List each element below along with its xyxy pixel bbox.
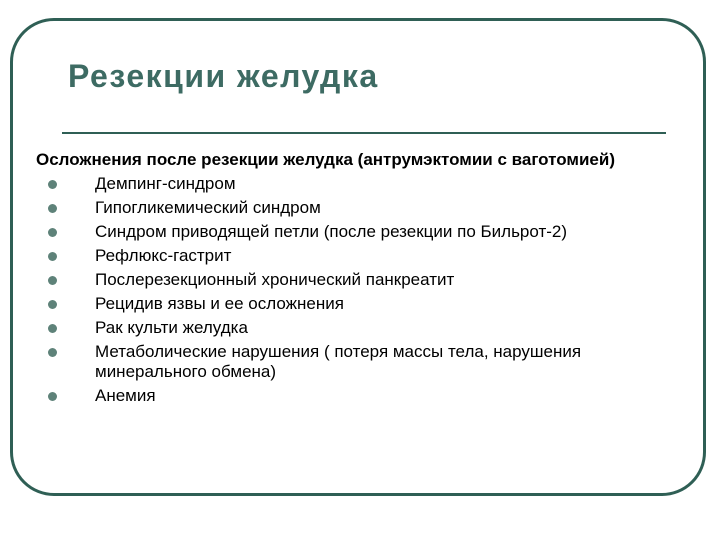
list-item-text: Анемия <box>95 386 156 405</box>
list-item <box>36 294 686 314</box>
list-item <box>36 318 686 338</box>
list-item-text: Рефлюкс-гастрит <box>95 246 232 265</box>
list-item-text: Послерезекционный хронический панкреатит <box>95 270 455 289</box>
list-item <box>36 342 686 382</box>
list-item-text: Рак культи желудка <box>95 318 248 337</box>
list-item <box>36 386 686 406</box>
list-item <box>36 174 686 194</box>
list-item <box>36 246 686 266</box>
list-item <box>36 270 686 290</box>
complications-list <box>36 174 686 406</box>
list-item <box>36 222 686 242</box>
list-item-text: Синдром приводящей петли (после резекции по Бильрот-2) <box>95 222 568 241</box>
list-item-text: Гипогликемический синдром <box>95 198 321 217</box>
bullet-icon <box>48 204 57 213</box>
bullet-icon <box>48 348 57 357</box>
bullet-icon <box>48 300 57 309</box>
slide-content <box>36 150 686 410</box>
bullet-icon <box>48 324 57 333</box>
title-divider <box>62 132 666 134</box>
bullet-icon <box>48 392 57 401</box>
list-item-text: Демпинг-синдром <box>95 174 236 193</box>
complications-heading: Осложнения после резекции желудка (антрумэктомии с ваготомией) <box>36 150 615 169</box>
list-item <box>36 198 686 218</box>
bullet-icon <box>48 252 57 261</box>
slide-title: Резекции желудка <box>68 58 379 94</box>
bullet-icon <box>48 228 57 237</box>
bullet-icon <box>48 180 57 189</box>
bullet-icon <box>48 276 57 285</box>
list-item-text: Рецидив язвы и ее осложнения <box>95 294 344 313</box>
list-item-text: Метаболические нарушения ( потеря массы тела, нарушения минерального обмена) <box>95 342 582 381</box>
